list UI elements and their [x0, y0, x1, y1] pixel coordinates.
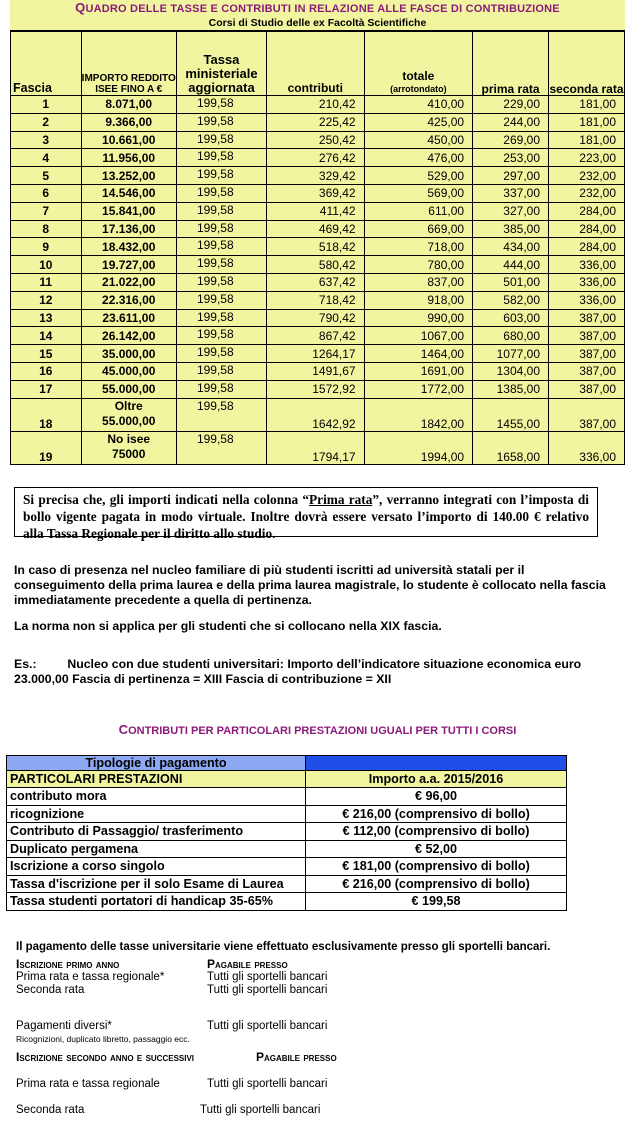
header-isee: IMPORTO REDDITO ISEE FINO A € — [81, 32, 176, 96]
fee-table-subtitle: Corsi di Studio delle ex Facoltà Scientifiche — [10, 16, 625, 31]
cell-seconda: 336,00 — [549, 273, 625, 291]
prestazioni-title: CONTRIBUTI PER PARTICOLARI PRESTAZIONI UGUALI PER TUTTI I CORSI — [118, 722, 517, 737]
cell-fascia: 15 — [11, 345, 82, 363]
payment-intro: Il pagamento delle tasse universitarie viene effettuato esclusivamente presso gli sportelli bancari. — [16, 941, 551, 953]
cell-seconda: 284,00 — [549, 238, 625, 256]
cell-seconda: 284,00 — [549, 202, 625, 220]
cell-fascia: 7 — [11, 202, 82, 220]
cell-prima: 434,00 — [473, 238, 549, 256]
payable-heading: Pagabile presso — [207, 957, 288, 971]
cell-seconda: 336,00 — [549, 431, 625, 464]
cell-prima: 1077,00 — [473, 345, 549, 363]
pagamenti-diversi-note: Ricognizioni, duplicato libretto, passaggio ecc. — [16, 1034, 190, 1044]
prestazione-label: Tassa d'iscrizione per il solo Esame di Laurea — [7, 875, 306, 893]
cell-contributi: 1491,67 — [266, 362, 364, 380]
cell-seconda: 387,00 — [549, 362, 625, 380]
header-fascia: Fascia — [11, 32, 82, 96]
table-row — [7, 823, 567, 841]
prestazione-label: contributo mora — [7, 788, 306, 806]
cell-prima: 229,00 — [473, 96, 549, 114]
first-year-item-2: Seconda rata — [16, 984, 85, 996]
cell-totale: 918,00 — [364, 291, 472, 309]
cell-tassa: 199,58 — [176, 398, 266, 431]
table-row — [11, 149, 625, 167]
header-tassa: Tassa ministeriale aggiornata — [176, 32, 266, 96]
cell-isee: 22.316,00 — [81, 291, 176, 309]
cell-isee: No isee 75000 — [81, 431, 176, 464]
cell-contributi: 329,42 — [266, 167, 364, 185]
cell-isee: 26.142,00 — [81, 327, 176, 345]
cell-tassa: 199,58 — [176, 131, 266, 149]
cell-isee: 8.071,00 — [81, 96, 176, 114]
cell-fascia: 3 — [11, 131, 82, 149]
fee-table-section — [10, 0, 625, 465]
cell-seconda: 336,00 — [549, 256, 625, 274]
cell-prima: 327,00 — [473, 202, 549, 220]
cell-totale: 529,00 — [364, 167, 472, 185]
cell-isee: 35.000,00 — [81, 345, 176, 363]
pagamenti-diversi-where: Tutti gli sportelli bancari — [207, 1020, 328, 1032]
cell-tassa: 199,58 — [176, 167, 266, 185]
cell-fascia: 17 — [11, 380, 82, 398]
tipologie-label: Tipologie di pagamento — [7, 756, 306, 771]
second-year-where-2: Tutti gli sportelli bancari — [200, 1104, 321, 1116]
cell-tassa: 199,58 — [176, 431, 266, 464]
prestazione-label: Tassa studenti portatori di handicap 35-65% — [7, 893, 306, 911]
cell-contributi: 369,42 — [266, 184, 364, 202]
cell-contributi: 790,42 — [266, 309, 364, 327]
table-row — [7, 840, 567, 858]
cell-tassa: 199,58 — [176, 291, 266, 309]
cell-contributi: 1264,17 — [266, 345, 364, 363]
cell-prima: 337,00 — [473, 184, 549, 202]
table-row — [11, 273, 625, 291]
table-row — [7, 875, 567, 893]
table-row — [7, 788, 567, 806]
cell-isee: Oltre 55.000,00 — [81, 398, 176, 431]
table-row — [11, 431, 625, 464]
cell-totale: 1067,00 — [364, 327, 472, 345]
cell-totale: 611,00 — [364, 202, 472, 220]
cell-fascia: 16 — [11, 362, 82, 380]
cell-tassa: 199,58 — [176, 309, 266, 327]
cell-contributi: 469,42 — [266, 220, 364, 238]
cell-prima: 444,00 — [473, 256, 549, 274]
cell-totale: 1464,00 — [364, 345, 472, 363]
payable-heading-2: Pagabile presso — [256, 1050, 337, 1064]
cell-isee: 10.661,00 — [81, 131, 176, 149]
cell-fascia: 19 — [11, 431, 82, 464]
cell-prima: 501,00 — [473, 273, 549, 291]
cell-contributi: 518,42 — [266, 238, 364, 256]
cell-contributi: 276,42 — [266, 149, 364, 167]
prestazione-amount: € 112,00 (comprensivo di bollo) — [306, 823, 567, 841]
table-row — [11, 238, 625, 256]
first-year-item-1: Prima rata e tassa regionale* — [16, 971, 165, 983]
first-year-where-1: Tutti gli sportelli bancari — [207, 971, 328, 983]
cell-tassa: 199,58 — [176, 380, 266, 398]
bollo-notice-box: Si precisa che, gli importi indicati nella colonna “Prima rata”, verranno integrati con l’imposta di bollo vigente pagata in modo virtuale. Inoltre dovrà essere versato l’importo di 140.00 € relativo alla Tassa Regionale per il diritto allo studio. — [14, 487, 598, 537]
header-particolari-prestazioni: PARTICOLARI PRESTAZIONI — [7, 771, 306, 788]
prestazioni-header — [7, 771, 567, 788]
tipologie-row — [7, 756, 567, 771]
table-row — [11, 256, 625, 274]
cell-seconda: 181,00 — [549, 113, 625, 131]
cell-tassa: 199,58 — [176, 96, 266, 114]
table-row — [11, 131, 625, 149]
cell-totale: 990,00 — [364, 309, 472, 327]
cell-contributi: 411,42 — [266, 202, 364, 220]
cell-tassa: 199,58 — [176, 184, 266, 202]
cell-fascia: 1 — [11, 96, 82, 114]
cell-fascia: 18 — [11, 398, 82, 431]
table-row — [11, 291, 625, 309]
fee-table — [10, 31, 625, 465]
cell-seconda: 181,00 — [549, 131, 625, 149]
table-row — [11, 362, 625, 380]
cell-fascia: 6 — [11, 184, 82, 202]
cell-contributi: 1794,17 — [266, 431, 364, 464]
table-row — [11, 167, 625, 185]
cell-seconda: 223,00 — [549, 149, 625, 167]
cell-contributi: 250,42 — [266, 131, 364, 149]
cell-contributi: 225,42 — [266, 113, 364, 131]
first-year-where-2: Tutti gli sportelli bancari — [207, 984, 328, 996]
cell-contributi: 718,42 — [266, 291, 364, 309]
cell-isee: 45.000,00 — [81, 362, 176, 380]
cell-totale: 1772,00 — [364, 380, 472, 398]
cell-prima: 582,00 — [473, 291, 549, 309]
prestazione-amount: € 52,00 — [306, 840, 567, 858]
prestazione-amount: € 216,00 (comprensivo di bollo) — [306, 805, 567, 823]
table-row — [7, 805, 567, 823]
cell-fascia: 12 — [11, 291, 82, 309]
table-row — [11, 327, 625, 345]
cell-seconda: 387,00 — [549, 380, 625, 398]
cell-tassa: 199,58 — [176, 113, 266, 131]
cell-totale: 780,00 — [364, 256, 472, 274]
cell-fascia: 14 — [11, 327, 82, 345]
cell-contributi: 1642,92 — [266, 398, 364, 431]
cell-seconda: 232,00 — [549, 184, 625, 202]
cell-tassa: 199,58 — [176, 256, 266, 274]
cell-seconda: 387,00 — [549, 345, 625, 363]
cell-fascia: 9 — [11, 238, 82, 256]
fee-table-header — [11, 32, 625, 96]
cell-totale: 569,00 — [364, 184, 472, 202]
cell-isee: 17.136,00 — [81, 220, 176, 238]
cell-fascia: 2 — [11, 113, 82, 131]
cell-seconda: 387,00 — [549, 309, 625, 327]
prestazione-amount: € 96,00 — [306, 788, 567, 806]
cell-fascia: 11 — [11, 273, 82, 291]
family-rule-paragraph: In caso di presenza nel nucleo familiare di più studenti iscritti ad università statali per il conseguimento della prima laurea e della prima laurea magistrale, lo studente è collocato nella fascia immediatamente precedente a quella di pertinenza. — [14, 563, 606, 607]
cell-contributi: 580,42 — [266, 256, 364, 274]
cell-totale: 718,00 — [364, 238, 472, 256]
cell-isee: 14.546,00 — [81, 184, 176, 202]
cell-tassa: 199,58 — [176, 220, 266, 238]
cell-seconda: 336,00 — [549, 291, 625, 309]
cell-fascia: 8 — [11, 220, 82, 238]
cell-totale: 476,00 — [364, 149, 472, 167]
cell-contributi: 867,42 — [266, 327, 364, 345]
cell-totale: 669,00 — [364, 220, 472, 238]
cell-prima: 1385,00 — [473, 380, 549, 398]
cell-isee: 18.432,00 — [81, 238, 176, 256]
table-row — [11, 113, 625, 131]
cell-prima: 1658,00 — [473, 431, 549, 464]
cell-isee: 55.000,00 — [81, 380, 176, 398]
cell-isee: 11.956,00 — [81, 149, 176, 167]
cell-prima: 1304,00 — [473, 362, 549, 380]
cell-fascia: 10 — [11, 256, 82, 274]
prestazione-label: ricognizione — [7, 805, 306, 823]
cell-isee: 15.841,00 — [81, 202, 176, 220]
cell-fascia: 5 — [11, 167, 82, 185]
second-year-item-2: Seconda rata — [16, 1104, 85, 1116]
header-contributi: contributi — [266, 32, 364, 96]
header-totale: totale (arrotondato) — [364, 32, 472, 96]
cell-isee: 13.252,00 — [81, 167, 176, 185]
cell-prima: 1455,00 — [473, 398, 549, 431]
cell-prima: 385,00 — [473, 220, 549, 238]
cell-seconda: 232,00 — [549, 167, 625, 185]
cell-prima: 269,00 — [473, 131, 549, 149]
cell-prima: 297,00 — [473, 167, 549, 185]
cell-totale: 1994,00 — [364, 431, 472, 464]
cell-seconda: 181,00 — [549, 96, 625, 114]
table-row — [11, 309, 625, 327]
cell-isee: 21.022,00 — [81, 273, 176, 291]
cell-totale: 450,00 — [364, 131, 472, 149]
second-year-item-1: Prima rata e tassa regionale — [16, 1078, 160, 1090]
cell-contributi: 210,42 — [266, 96, 364, 114]
cell-tassa: 199,58 — [176, 327, 266, 345]
pagamenti-diversi: Pagamenti diversi* — [16, 1020, 112, 1032]
second-year-heading: Iscrizione secondo anno e successivi — [16, 1050, 195, 1064]
header-seconda-rata: seconda rata — [549, 32, 625, 96]
cell-prima: 253,00 — [473, 149, 549, 167]
prestazione-label: Iscrizione a corso singolo — [7, 858, 306, 876]
table-row — [11, 380, 625, 398]
cell-fascia: 4 — [11, 149, 82, 167]
cell-tassa: 199,58 — [176, 238, 266, 256]
cell-tassa: 199,58 — [176, 362, 266, 380]
table-row — [7, 858, 567, 876]
cell-tassa: 199,58 — [176, 345, 266, 363]
cell-prima: 680,00 — [473, 327, 549, 345]
table-row — [11, 220, 625, 238]
cell-isee: 23.611,00 — [81, 309, 176, 327]
prestazione-amount: € 181,00 (comprensivo di bollo) — [306, 858, 567, 876]
cell-seconda: 387,00 — [549, 398, 625, 431]
cell-contributi: 637,42 — [266, 273, 364, 291]
header-importo: Importo a.a. 2015/2016 — [306, 771, 567, 788]
prestazione-amount: € 199,58 — [306, 893, 567, 911]
cell-totale: 425,00 — [364, 113, 472, 131]
header-prima-rata: prima rata — [473, 32, 549, 96]
table-row — [11, 184, 625, 202]
cell-tassa: 199,58 — [176, 202, 266, 220]
table-row — [11, 96, 625, 114]
prestazioni-table — [6, 755, 567, 911]
xix-exception-paragraph: La norma non si applica per gli studenti che si collocano nella XIX fascia. — [14, 619, 442, 633]
table-row — [11, 202, 625, 220]
cell-totale: 1842,00 — [364, 398, 472, 431]
cell-prima: 244,00 — [473, 113, 549, 131]
table-row — [11, 345, 625, 363]
table-row — [11, 398, 625, 431]
cell-seconda: 387,00 — [549, 327, 625, 345]
second-year-where-1: Tutti gli sportelli bancari — [207, 1078, 328, 1090]
cell-totale: 410,00 — [364, 96, 472, 114]
cell-seconda: 284,00 — [549, 220, 625, 238]
cell-fascia: 13 — [11, 309, 82, 327]
cell-tassa: 199,58 — [176, 273, 266, 291]
cell-contributi: 1572,92 — [266, 380, 364, 398]
table-row — [7, 893, 567, 911]
cell-totale: 837,00 — [364, 273, 472, 291]
prestazione-label: Contributo di Passaggio/ trasferimento — [7, 823, 306, 841]
cell-totale: 1691,00 — [364, 362, 472, 380]
cell-tassa: 199,58 — [176, 149, 266, 167]
fee-table-title: QUADRO DELLE TASSE E CONTRIBUTI IN RELAZIONE ALLE FASCE DI CONTRIBUZIONE — [10, 0, 625, 16]
cell-isee: 19.727,00 — [81, 256, 176, 274]
first-year-heading: Iscrizione primo anno — [16, 957, 120, 971]
prestazione-amount: € 216,00 (comprensivo di bollo) — [306, 875, 567, 893]
cell-prima: 603,00 — [473, 309, 549, 327]
cell-isee: 9.366,00 — [81, 113, 176, 131]
example-paragraph: Es.: Nucleo con due studenti universitari: Importo dell’indicatore situazione economica euro 23.000,00 Fascia di pertinenza = XIII Fascia di contribuzione = XII — [14, 657, 582, 686]
prestazione-label: Duplicato pergamena — [7, 840, 306, 858]
